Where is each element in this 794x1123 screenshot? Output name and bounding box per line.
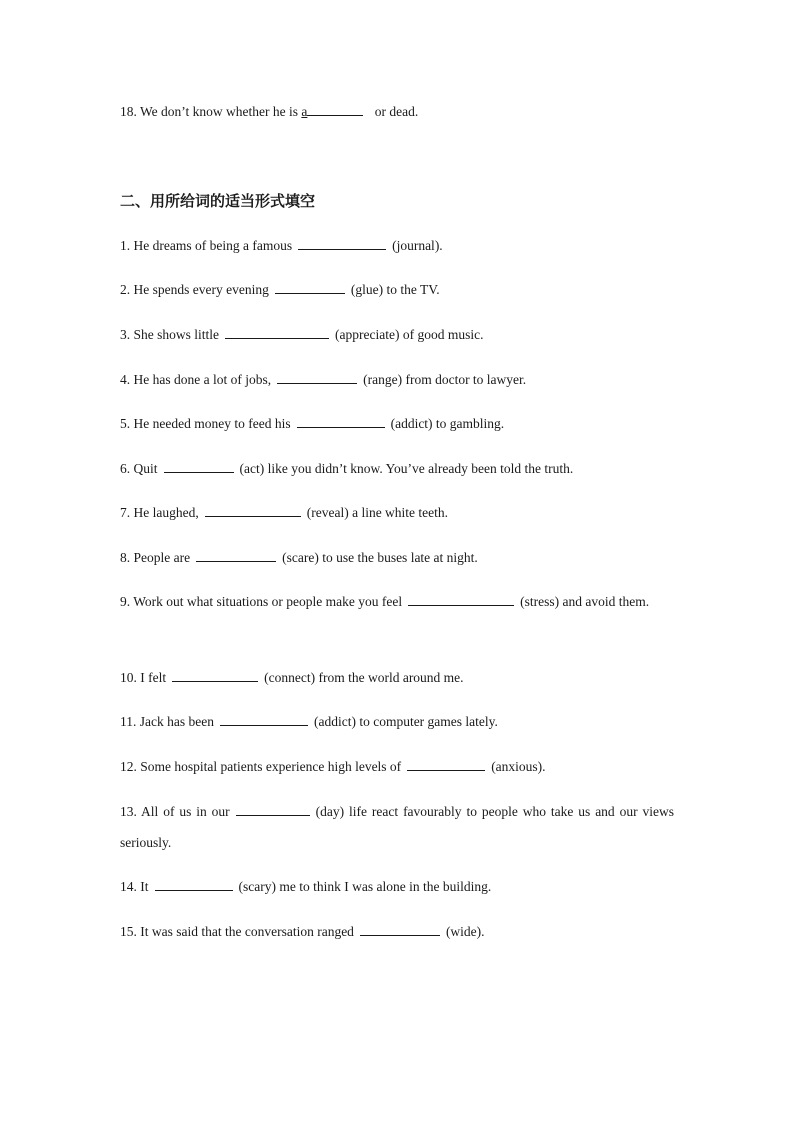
question-text: 14. It: [120, 879, 149, 894]
question-hint: (act) like you didn’t know. You’ve already been told the truth.: [239, 461, 574, 476]
answer-blank[interactable]: [307, 101, 363, 116]
question-6: [120, 453, 674, 484]
question-15: [120, 916, 674, 947]
question-text: 15. It was said that the conversation ranged: [120, 924, 354, 939]
question-5: [120, 408, 674, 439]
question-hint: (anxious).: [491, 759, 546, 774]
question-hint: (reveal) a line white teeth.: [306, 505, 449, 520]
question-hint: (scary) me to think I was alone in the building.: [238, 879, 492, 894]
question-3: [120, 319, 674, 350]
answer-blank[interactable]: [277, 369, 357, 384]
answer-blank[interactable]: [155, 876, 233, 891]
answer-blank[interactable]: [164, 458, 234, 473]
question-text: 11. Jack has been: [120, 714, 214, 729]
question-hint: (scare) to use the buses late at night.: [282, 550, 478, 565]
question-hint: (connect) from the world around me.: [264, 670, 464, 685]
answer-blank[interactable]: [297, 413, 385, 428]
question-text: 1. He dreams of being a famous: [120, 238, 293, 253]
question-7: [120, 497, 674, 528]
question-1: [120, 230, 674, 261]
section-heading: 二、用所给词的适当形式填空: [120, 192, 316, 210]
answer-blank[interactable]: [225, 324, 329, 339]
question-text: 5. He needed money to feed his: [120, 416, 291, 431]
question-18: [120, 96, 674, 127]
question-4: [120, 364, 674, 395]
question-hint: (wide).: [445, 924, 485, 939]
question-hint: (glue) to the TV.: [350, 282, 440, 297]
answer-blank[interactable]: [196, 547, 276, 562]
answer-blank[interactable]: [205, 502, 301, 517]
question-hint: (stress) and avoid them.: [520, 594, 650, 609]
question-hint: (appreciate) of good music.: [335, 327, 484, 342]
answer-blank[interactable]: [298, 235, 386, 250]
question-8: [120, 542, 674, 573]
question-hint: (range) from doctor to lawyer.: [363, 372, 527, 387]
filled-answer: a: [301, 104, 308, 119]
question-text: 9. Work out what situations or people make you feel: [120, 594, 403, 609]
question-text: 4. He has done a lot of jobs,: [120, 372, 272, 387]
question-text: 3. She shows little: [120, 327, 220, 342]
question-text: 2. He spends every evening: [120, 282, 269, 297]
answer-blank[interactable]: [172, 667, 258, 682]
question-9: [120, 586, 674, 617]
answer-blank[interactable]: [275, 279, 345, 294]
question-hint: (addict) to gambling.: [390, 416, 505, 431]
question-13: [120, 796, 674, 858]
question-14: [120, 871, 674, 902]
question-text: 12. Some hospital patients experience high levels of: [120, 759, 402, 774]
question-12: [120, 751, 674, 782]
answer-blank[interactable]: [408, 591, 514, 606]
question-hint: (addict) to computer games lately.: [313, 714, 498, 729]
question-hint: (journal).: [392, 238, 443, 253]
answer-blank[interactable]: [407, 756, 485, 771]
question-text: 7. He laughed,: [120, 505, 199, 520]
question-text: 6. Quit: [120, 461, 158, 476]
question-11: [120, 706, 674, 737]
answer-blank[interactable]: [360, 921, 440, 936]
question-text: or dead.: [374, 104, 419, 119]
question-hint: (day) life react favourably to people who take us and our views seriously.: [120, 804, 674, 850]
question-2: [120, 274, 674, 305]
question-10: [120, 662, 674, 693]
question-text: 8. People are: [120, 550, 191, 565]
answer-blank[interactable]: [220, 711, 308, 726]
question-text: 18. We don’t know whether he is: [120, 104, 299, 119]
question-text: 13. All of us in our: [120, 804, 230, 819]
answer-blank[interactable]: [236, 801, 310, 816]
question-text: 10. I felt: [120, 670, 167, 685]
